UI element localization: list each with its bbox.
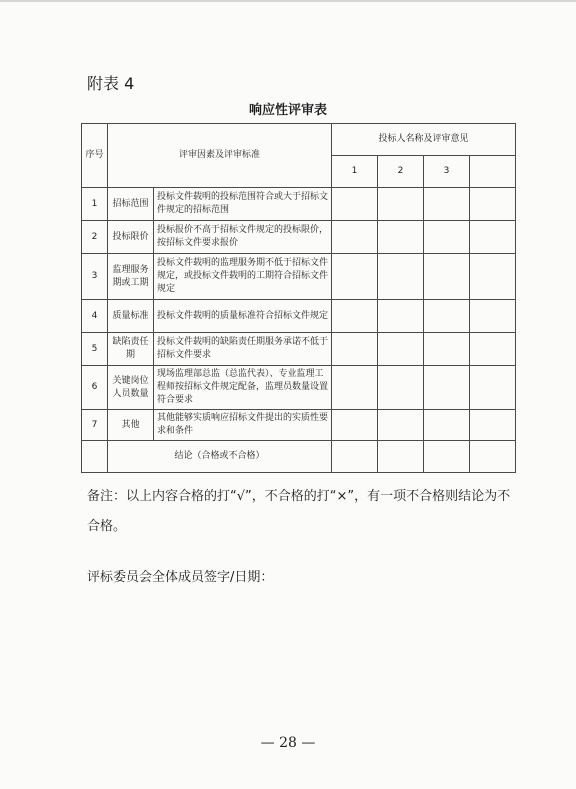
row-seq: 2: [82, 221, 108, 254]
annex-label: 附表 4: [87, 74, 135, 93]
row-factor: 监理服务期或工期: [108, 254, 154, 300]
row-standard: 投标文件载明的投标范围符合或大于招标文件规定的招标范围: [154, 188, 332, 221]
table-row: [82, 366, 516, 410]
row-seq: 1: [82, 188, 108, 221]
row-seq: 7: [82, 410, 108, 441]
row-cell: [332, 410, 378, 441]
row-cell: [424, 333, 470, 366]
row-cell: [332, 333, 378, 366]
table-header-row: [82, 124, 516, 156]
row-cell: [470, 221, 516, 254]
bidder-col-4: [470, 156, 516, 188]
row-factor: 缺陷责任期: [108, 333, 154, 366]
row-cell: [470, 300, 516, 333]
row-cell: [332, 188, 378, 221]
review-table: [81, 123, 516, 473]
row-seq: 6: [82, 366, 108, 410]
row-cell: [378, 441, 424, 473]
row-factor: 投标限价: [108, 221, 154, 254]
row-standard: 投标文件载明的质量标准符合招标文件规定: [154, 300, 332, 333]
row-standard: 现场监理部总监（总监代表）、专业监理工程师按招标文件规定配备，监理员数量设置符合要求: [154, 366, 332, 410]
bidder-col-3: 3: [424, 156, 470, 188]
row-cell: [424, 366, 470, 410]
note-text: 备注：以上内容合格的打“√”，不合格的打“×”，有一项不合格则结论为不合格。: [87, 489, 511, 534]
row-seq: 4: [82, 300, 108, 333]
row-cell: [332, 254, 378, 300]
bidder-col-2: 2: [378, 156, 424, 188]
page-number: — 28 —: [260, 735, 316, 751]
row-cell: [424, 441, 470, 473]
table-row: [82, 188, 516, 221]
header-seq: 序号: [82, 124, 108, 188]
row-cell: [424, 188, 470, 221]
table-row: [82, 410, 516, 441]
row-cell: [378, 410, 424, 441]
table-row: [82, 221, 516, 254]
table-row: [82, 333, 516, 366]
row-cell: [470, 188, 516, 221]
row-seq: 3: [82, 254, 108, 300]
row-cell: [378, 254, 424, 300]
row-cell: [424, 410, 470, 441]
row-standard: 投标报价不高于招标文件规定的投标限价，按招标文件要求报价: [154, 221, 332, 254]
row-cell: [378, 333, 424, 366]
row-standard: 其他能够实质响应招标文件提出的实质性要求和条件: [154, 410, 332, 441]
conclusion-label: 结论（合格或不合格）: [108, 441, 332, 473]
row-cell: [470, 366, 516, 410]
row-factor: 质量标准: [108, 300, 154, 333]
row-cell: [470, 441, 516, 473]
row-cell: [332, 366, 378, 410]
row-factor: 招标范围: [108, 188, 154, 221]
table-title: 响应性评审表: [248, 103, 327, 118]
row-cell: [470, 410, 516, 441]
row-factor: 其他: [108, 410, 154, 441]
row-cell: [424, 221, 470, 254]
row-cell: [378, 366, 424, 410]
row-cell: [378, 188, 424, 221]
scan-edge-line: [0, 0, 576, 2]
row-standard: 投标文件载明的监理服务期不低于招标文件规定，或投标文件载明的工期符合招标文件规定: [154, 254, 332, 300]
row-cell: [378, 300, 424, 333]
row-cell: [424, 254, 470, 300]
row-cell: [332, 221, 378, 254]
header-bidders: 投标人名称及评审意见: [332, 124, 516, 156]
table-row: [82, 254, 516, 300]
signature-line: 评标委员会全体成员签字/日期：: [87, 570, 274, 585]
conclusion-row: [82, 441, 516, 473]
header-criteria: 评审因素及评审标准: [108, 124, 332, 188]
row-cell: [470, 254, 516, 300]
row-seq: 5: [82, 333, 108, 366]
table-row: [82, 300, 516, 333]
row-factor: 关键岗位人员数量: [108, 366, 154, 410]
conclusion-seq-cell: [82, 441, 108, 473]
row-standard: 投标文件载明的缺陷责任期服务承诺不低于招标文件要求: [154, 333, 332, 366]
row-cell: [332, 300, 378, 333]
bidder-col-1: 1: [332, 156, 378, 188]
row-cell: [424, 300, 470, 333]
row-cell: [332, 441, 378, 473]
row-cell: [378, 221, 424, 254]
row-cell: [470, 333, 516, 366]
